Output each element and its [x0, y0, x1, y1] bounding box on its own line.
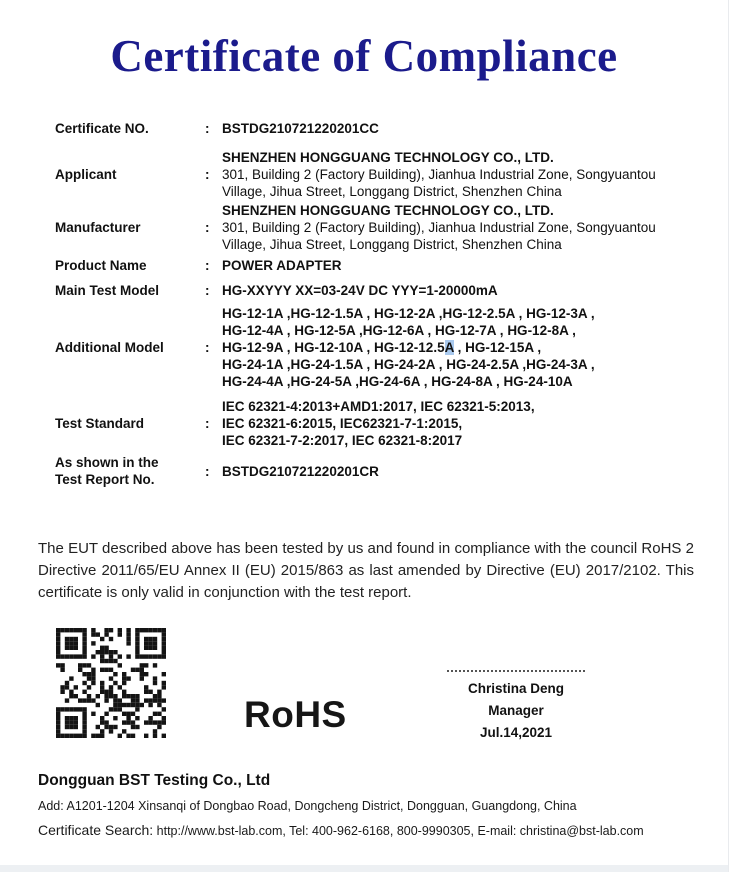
- additional-model-line: HG-24-4A ,HG-24-5A ,HG-24-6A , HG-24-8A , HG-24-10A: [222, 374, 573, 389]
- manufacturer-row: [55, 202, 688, 253]
- issuer-address: Add: A1201-1204 Xinsanqi of Dongbao Road, Dongcheng District, Dongguan, Guangdong, China: [38, 799, 577, 813]
- applicant-value: [222, 149, 667, 200]
- test-standard-line: IEC 62321-4:2013+AMD1:2017, IEC 62321-5:2013,: [222, 399, 535, 414]
- main-test-model-value: HG-XXYYY XX=03-24V DC YYY=1-20000mA: [222, 283, 498, 298]
- colon-separator: :: [205, 121, 210, 136]
- signatory-name: Christina Deng: [467, 681, 564, 696]
- colon-separator: :: [205, 167, 210, 182]
- qr-code: [56, 628, 166, 738]
- colon-separator: :: [205, 340, 210, 355]
- certificate-search-line: [38, 822, 698, 838]
- colon-separator: :: [205, 463, 210, 479]
- manufacturer-label: Manufacturer: [55, 220, 141, 235]
- test-standard-label: Test Standard: [55, 416, 145, 431]
- colon-separator: :: [205, 416, 210, 431]
- colon-separator: :: [205, 220, 210, 235]
- additional-model-label: Additional Model: [55, 340, 164, 355]
- additional-model-row: [55, 305, 688, 390]
- signatory-title: Manager: [488, 703, 544, 718]
- certificate-search-contacts: http://www.bst-lab.com, Tel: 400-962-6168, 800-9990305, E-mail: christina@bst-lab.com: [153, 824, 644, 838]
- additional-model-line: HG-12-1A ,HG-12-1.5A , HG-12-2A ,HG-12-2.5A , HG-12-3A ,: [222, 306, 595, 321]
- product-name-row: [55, 257, 688, 274]
- page-title: Certificate of Compliance: [110, 31, 618, 81]
- certificate-no-label: Certificate NO.: [55, 121, 149, 136]
- applicant-company: SHENZHEN HONGGUANG TECHNOLOGY CO., LTD.: [222, 150, 554, 165]
- test-report-value: BSTDG210721220201CR: [222, 463, 379, 479]
- manufacturer-company: SHENZHEN HONGGUANG TECHNOLOGY CO., LTD.: [222, 203, 554, 218]
- certificate-search-label: Certificate Search:: [38, 822, 154, 838]
- additional-model-value: [222, 305, 667, 390]
- signature-date: Jul.14,2021: [479, 725, 553, 740]
- issuer-footer: [38, 772, 698, 838]
- applicant-label: Applicant: [55, 167, 117, 182]
- manufacturer-address: 301, Building 2 (Factory Building), Jianhua Industrial Zone, Songyuantou Village, Jihua Street, Longgang District, Shenzhen China: [222, 220, 656, 252]
- additional-model-line: HG-12-4A , HG-12-5A ,HG-12-6A , HG-12-7A , HG-12-8A ,: [222, 323, 576, 338]
- certificate-no-value: BSTDG210721220201CC: [222, 121, 379, 136]
- product-name-value: POWER ADAPTER: [222, 258, 342, 273]
- issuer-company-name: Dongguan BST Testing Co., Ltd: [38, 772, 271, 789]
- product-name-label: Product Name: [55, 258, 147, 273]
- additional-model-line: HG-24-1A ,HG-24-1.5A , HG-24-2A , HG-24-2.5A ,HG-24-3A ,: [222, 357, 595, 372]
- main-test-model-row: [55, 282, 688, 299]
- applicant-row: [55, 149, 688, 200]
- test-standard-line: IEC 62321-6:2015, IEC62321-7-1:2015,: [222, 416, 463, 431]
- certificate-no-row: [55, 120, 688, 137]
- certificate-details: [55, 120, 688, 488]
- rohs-mark: RoHS: [244, 694, 347, 735]
- test-report-label-line1: As shown in the: [55, 455, 159, 470]
- signature-block: [427, 662, 605, 744]
- manufacturer-value: [222, 202, 667, 253]
- applicant-address: 301, Building 2 (Factory Building), Jianhua Industrial Zone, Songyuantou Village, Jihua Street, Longgang District, Shenzhen China: [222, 167, 656, 199]
- compliance-statement: The EUT described above has been tested by us and found in compliance with the council RoHS 2 Directive 2011/65/EU Annex II (EU) 2015/863 as last amended by Directive (EU) 2017/2102. This certificate is only valid in conjunction with the test report.: [38, 540, 694, 601]
- viewport-bottom-bar: [0, 865, 728, 872]
- test-standard-line: IEC 62321-7-2:2017, IEC 62321-8:2017: [222, 433, 463, 448]
- signature-dotted-line: [447, 670, 585, 672]
- test-report-label-line2: Test Report No.: [55, 472, 155, 487]
- test-standard-value: [222, 398, 667, 449]
- additional-model-line3-pre: HG-12-9A , HG-12-10A , HG-12-12.5: [222, 340, 445, 355]
- test-standard-row: [55, 398, 688, 449]
- main-test-model-label: Main Test Model: [55, 283, 160, 298]
- additional-model-line3-post: , HG-12-15A ,: [453, 340, 542, 355]
- test-report-label: [55, 454, 205, 488]
- test-report-row: [55, 454, 688, 488]
- selected-text-highlight: A: [444, 340, 454, 355]
- colon-separator: :: [205, 283, 210, 298]
- additional-model-line: [222, 339, 667, 356]
- colon-separator: :: [205, 258, 210, 273]
